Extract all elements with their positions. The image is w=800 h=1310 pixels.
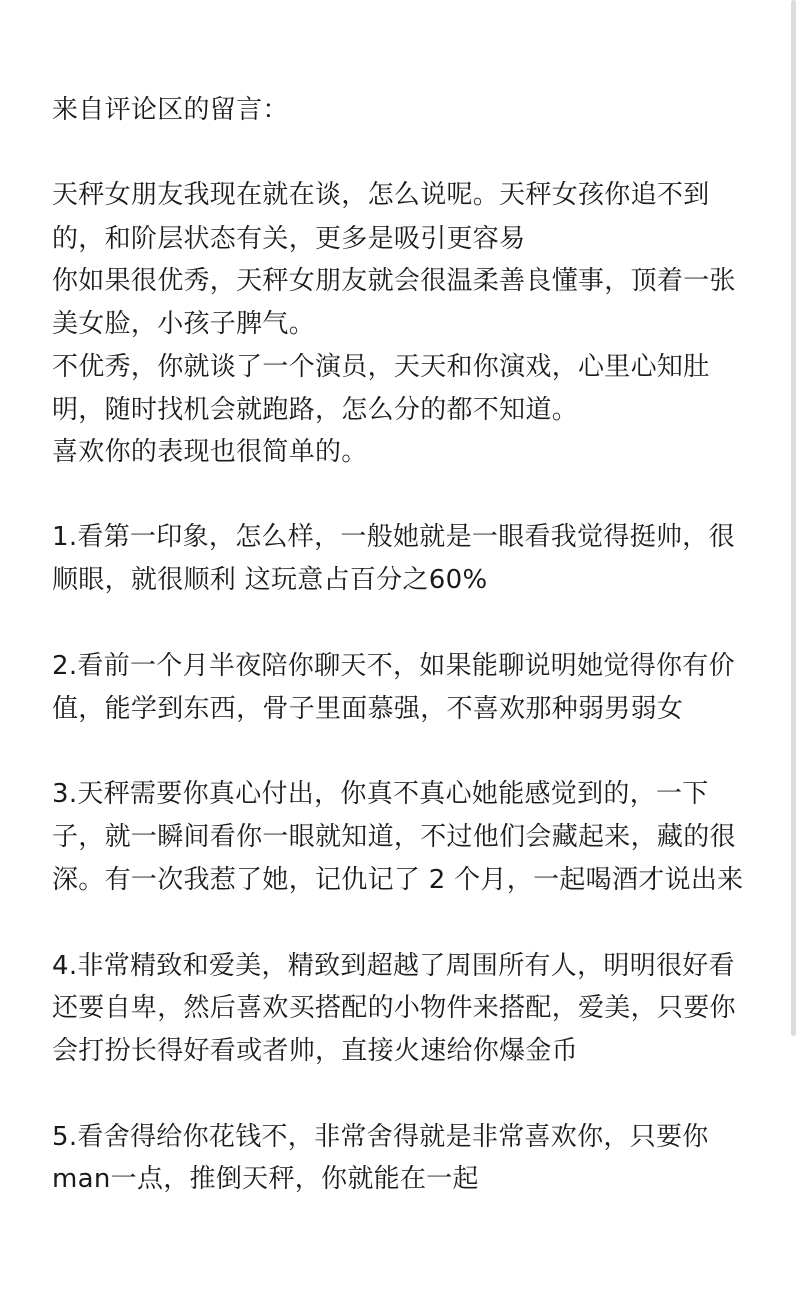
note-line: 深。有一次我惹了她，记仇记了 2 个月，一起喝酒才说出来 [52,865,744,895]
note-line: 值，能学到东西，骨子里面慕强，不喜欢那种弱男弱女 [52,694,684,724]
note-line: 还要自卑，然后喜欢买搭配的小物件来搭配，爱美，只要你 [52,993,736,1023]
note-line: 会打扮长得好看或者帅，直接火速给你爆金币 [52,1036,579,1066]
note-heading: 来自评论区的留言： [52,95,289,125]
note-line: 3.天秤需要你真心付出，你真不真心她能感觉到的，一下 [52,779,709,809]
note-line: 明，随时找机会就跑路，怎么分的都不知道。 [52,395,579,425]
note-line: 顺眼，就很顺利 这玩意占百分之60% [52,565,488,595]
note-line: 子，就一瞬间看你一眼就知道，不过他们会藏起来，藏的很 [52,822,736,852]
note-line: 喜欢你的表现也很简单的。 [52,437,368,467]
note-line: 1.看第一印象，怎么样，一般她就是一眼看我觉得挺帅，很 [52,522,735,552]
note-line: 美女脸，小孩子脾气。 [52,309,316,339]
note-line: 5.看舍得给你花钱不，非常舍得就是非常喜欢你，只要你 [52,1122,709,1152]
note-line: 天秤女朋友我现在就在谈，怎么说呢。天秤女孩你追不到 [52,180,710,210]
note-line: 不优秀，你就谈了一个演员，天天和你演戏，心里心知肚 [52,352,710,382]
vertical-scrollbar[interactable] [791,0,796,1036]
note-line: 2.看前一个月半夜陪你聊天不，如果能聊说明她觉得你有价 [52,651,735,681]
note-line: 你如果很优秀，天秤女朋友就会很温柔善良懂事，顶着一张 [52,266,736,296]
note-line: 的，和阶层状态有关，更多是吸引更容易 [52,224,526,254]
note-line: man一点，推倒天秤，你就能在一起 [52,1164,479,1194]
note-line: 4.非常精致和爱美，精致到超越了周围所有人，明明很好看 [52,951,735,981]
